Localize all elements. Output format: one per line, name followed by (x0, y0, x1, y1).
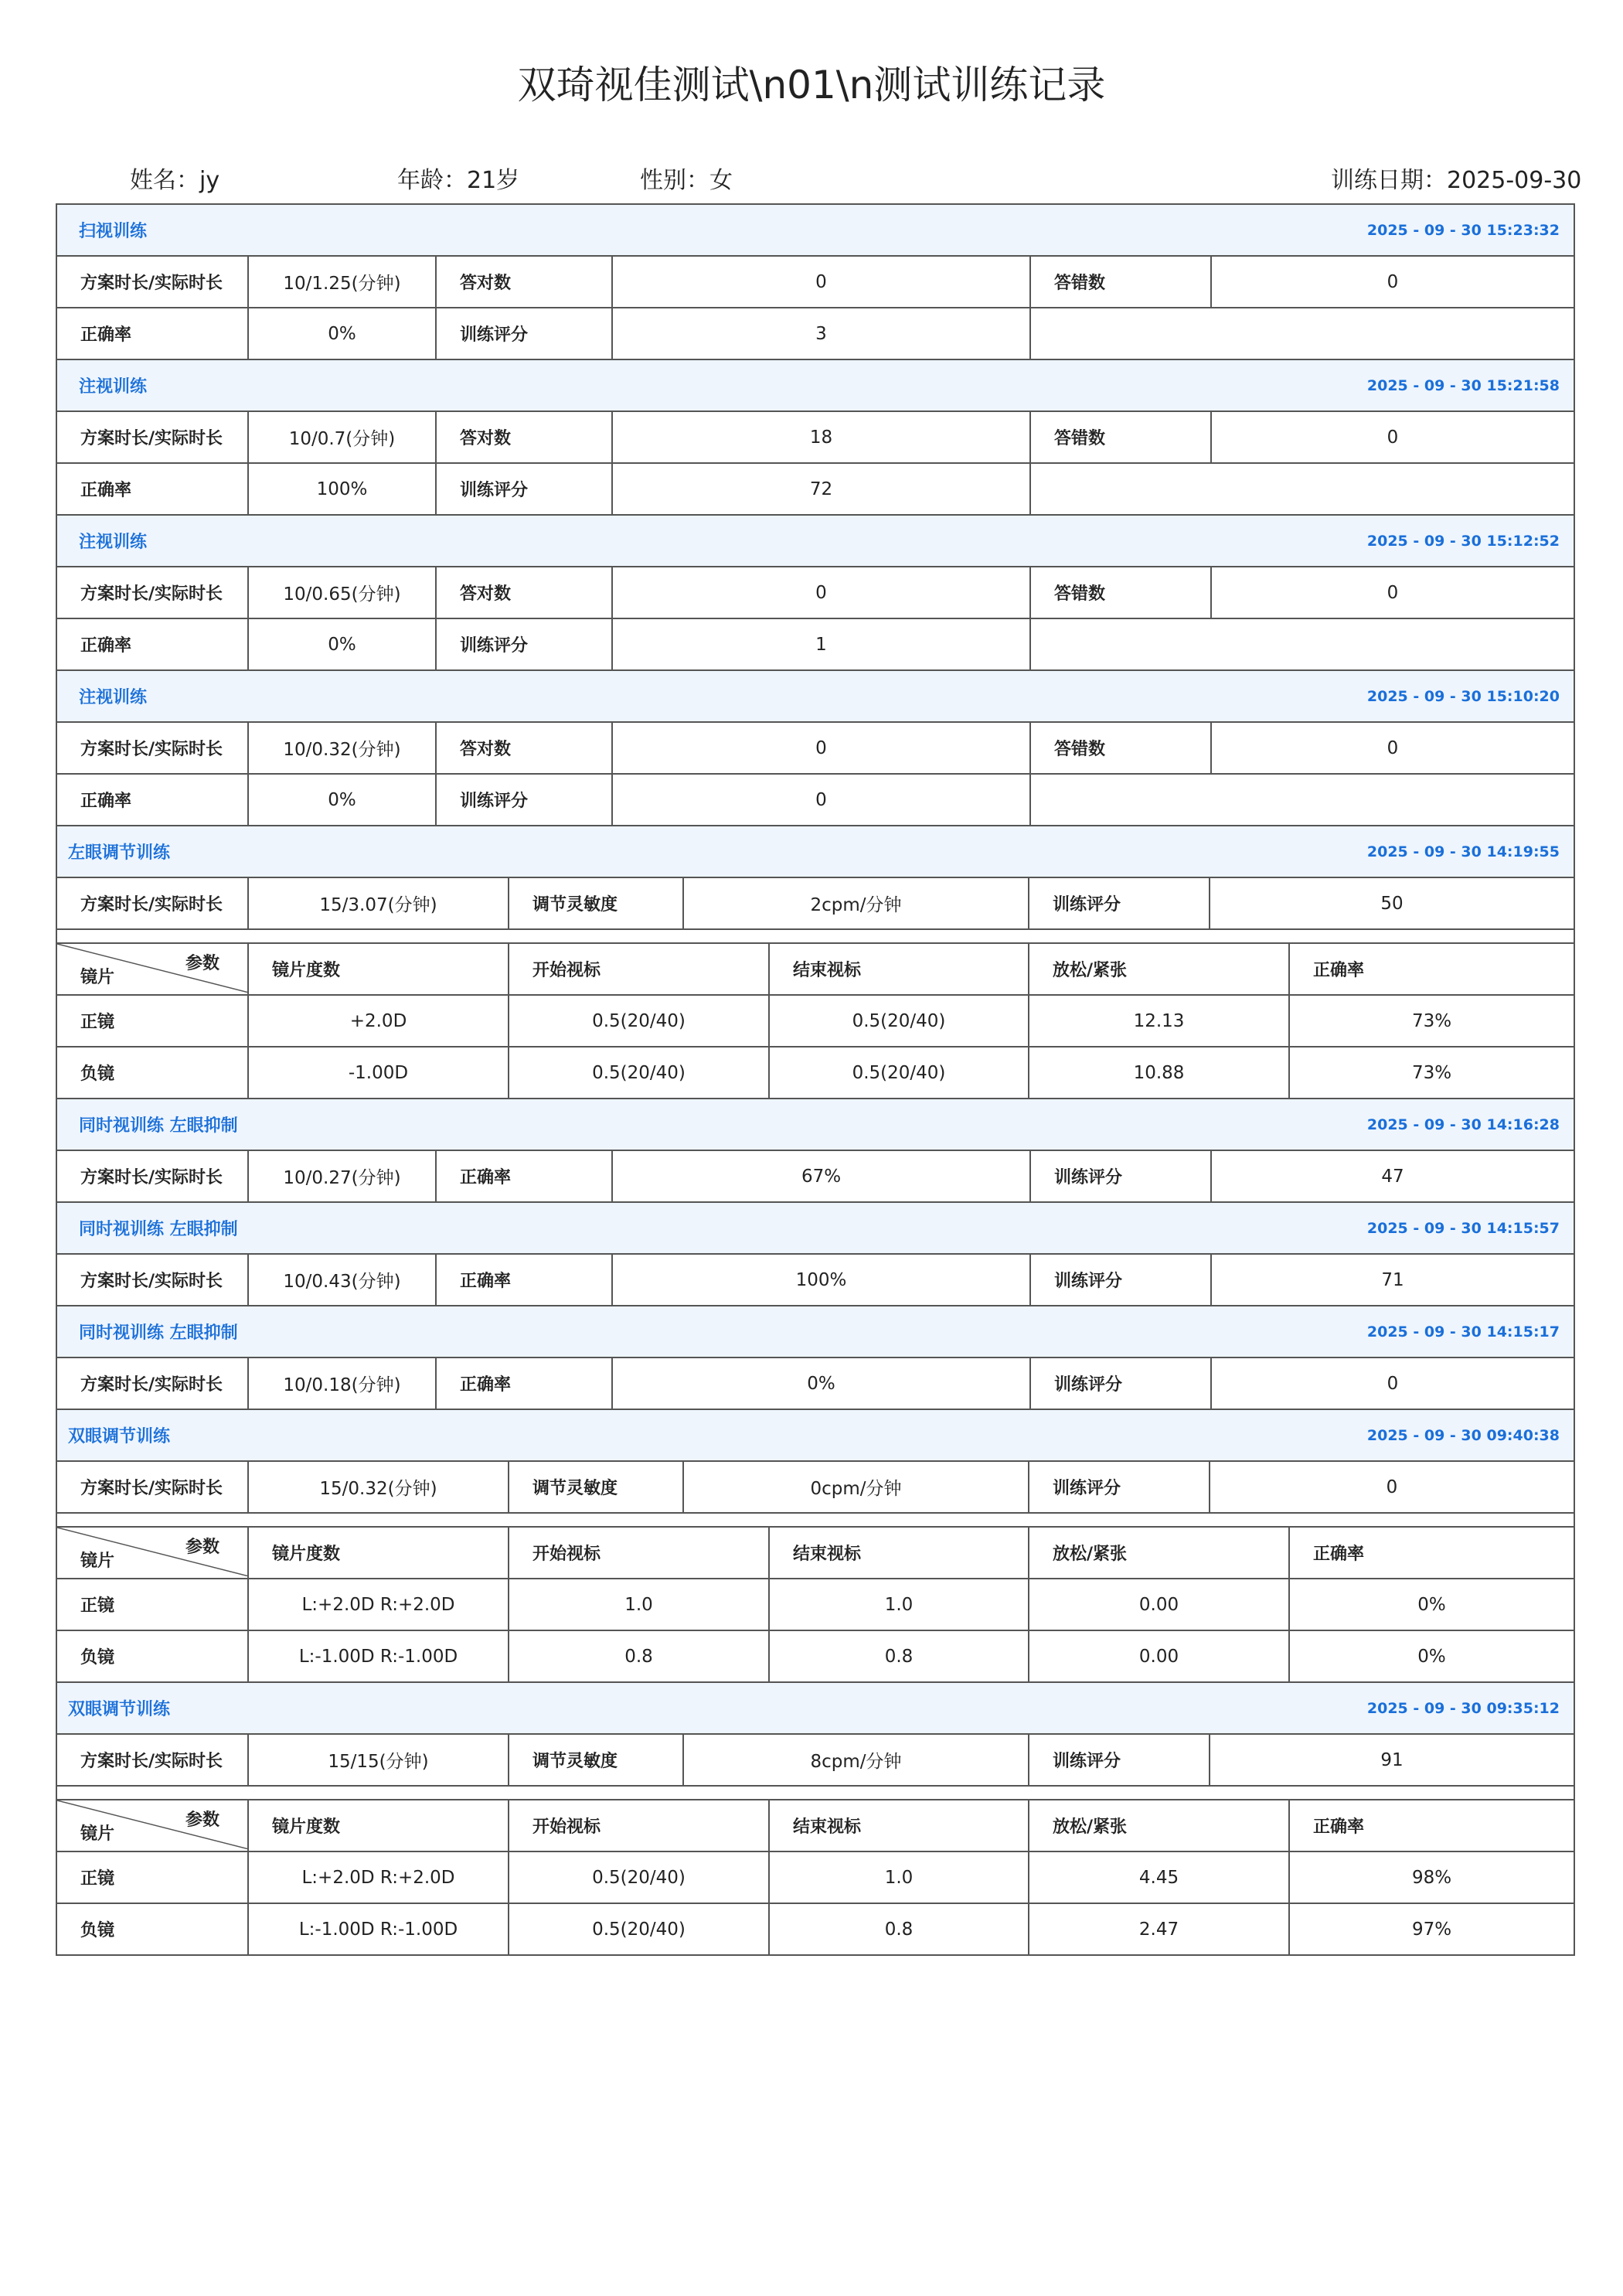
accuracy-label: 正确率 (437, 1255, 613, 1305)
lens-power: L:-1.00D R:-1.00D (249, 1904, 509, 1954)
spacer (57, 930, 1574, 944)
start-vision: 0.5(20/40) (509, 1904, 770, 1954)
lens-header-row (57, 1800, 1574, 1852)
correct-label: 答对数 (437, 567, 613, 618)
wrong-label: 答错数 (1031, 412, 1212, 462)
result-row (57, 464, 1574, 516)
correct-label: 答对数 (437, 257, 613, 307)
start-vision-header: 开始视标 (509, 944, 770, 994)
correct-label: 答对数 (437, 412, 613, 462)
lens-row (57, 1904, 1574, 1954)
relax-tense-header: 放松/紧张 (1029, 1800, 1290, 1851)
duration-label: 方案时长/实际时长 (57, 723, 249, 773)
duration-value: 10/0.32(分钟) (249, 723, 437, 773)
start-vision: 0.5(20/40) (509, 1048, 770, 1098)
lens-power-header: 镜片度数 (249, 1800, 509, 1851)
patient-gender: 性别：女 (640, 167, 733, 194)
start-vision-header: 开始视标 (509, 1800, 770, 1851)
duration-value: 15/3.07(分钟) (249, 878, 509, 928)
lens-accuracy: 73% (1411, 1062, 1452, 1083)
accuracy-value: 0% (249, 619, 437, 669)
correct-value: 0 (613, 257, 1031, 307)
relax-tense: 10.88 (1029, 1048, 1290, 1098)
training-section (57, 1099, 1574, 1203)
section-header (57, 1203, 1574, 1255)
accuracy-value: 0% (249, 308, 437, 359)
duration-value: 15/15(分钟) (249, 1735, 509, 1785)
lens-row (57, 1852, 1574, 1904)
end-vision: 1.0 (770, 1852, 1029, 1903)
empty-cell (1031, 464, 1574, 514)
end-vision-header: 结束视标 (770, 1528, 1029, 1578)
training-section (57, 671, 1574, 826)
param-lens-header (57, 1528, 249, 1578)
lens-accuracy: 73% (1411, 1010, 1452, 1031)
lens-accuracy: 98% (1411, 1867, 1452, 1888)
accuracy-value: 0% (613, 1358, 1031, 1409)
score-value: 72 (613, 464, 1031, 514)
end-vision-header: 结束视标 (770, 1800, 1029, 1851)
section-timestamp: 2025 - 09 - 30 15:21:58 (1366, 376, 1560, 394)
section-timestamp: 2025 - 09 - 30 14:15:57 (1366, 1219, 1560, 1237)
duration-value: 15/0.32(分钟) (249, 1462, 509, 1512)
lens-header-row (57, 944, 1574, 996)
relax-tense-header: 放松/紧张 (1029, 944, 1290, 994)
wrong-label: 答错数 (1031, 567, 1212, 618)
result-row (57, 1151, 1574, 1203)
param-lens-header (57, 944, 249, 994)
empty-cell (1031, 775, 1574, 825)
sensitivity-label: 调节灵敏度 (509, 1462, 684, 1512)
lens-power: +2.0D (249, 996, 509, 1046)
duration-label: 方案时长/实际时长 (57, 1462, 249, 1512)
section-title: 同时视训练 左眼抑制 (79, 1116, 238, 1136)
section-title: 注视训练 (79, 377, 148, 397)
lens-accuracy: 97% (1411, 1919, 1452, 1940)
duration-value: 10/0.7(分钟) (249, 412, 437, 462)
lens-type: 负镜 (57, 1904, 249, 1954)
relax-tense: 2.47 (1029, 1904, 1290, 1954)
score-value: 91 (1380, 1749, 1404, 1770)
section-timestamp: 2025 - 09 - 30 09:35:12 (1366, 1699, 1560, 1717)
lens-power: L:-1.00D R:-1.00D (249, 1631, 509, 1681)
score-label: 训练评分 (437, 308, 613, 359)
lens-label: 镜片 (80, 968, 115, 987)
lens-type: 正镜 (57, 1579, 249, 1630)
start-vision: 1.0 (509, 1579, 770, 1630)
wrong-value: 0 (1387, 582, 1399, 603)
score-label: 训练评分 (437, 464, 613, 514)
end-vision: 0.5(20/40) (770, 996, 1029, 1046)
accuracy-label: 正确率 (437, 1151, 613, 1201)
lens-row (57, 1048, 1574, 1099)
duration-value: 10/0.65(分钟) (249, 567, 437, 618)
training-section (57, 1203, 1574, 1306)
result-row (57, 308, 1574, 360)
score-label: 训练评分 (437, 775, 613, 825)
accuracy-value: 100% (613, 1255, 1031, 1305)
start-vision: 0.5(20/40) (509, 996, 770, 1046)
section-title: 双眼调节训练 (68, 1427, 171, 1446)
result-row (57, 1735, 1574, 1787)
lens-row (57, 1579, 1574, 1631)
section-header (57, 1099, 1574, 1151)
empty-cell (1031, 619, 1574, 669)
training-section (57, 1306, 1574, 1410)
duration-label: 方案时长/实际时长 (57, 567, 249, 618)
sensitivity-value: 0cpm/分钟 (684, 1462, 1029, 1512)
accuracy-header: 正确率 (1313, 961, 1365, 980)
result-row (57, 723, 1574, 775)
section-header (57, 516, 1574, 567)
section-title: 注视训练 (79, 533, 148, 552)
section-timestamp: 2025 - 09 - 30 14:19:55 (1366, 843, 1560, 860)
page-title: 双琦视佳测试\n01\n测试训练记录 (517, 63, 1106, 107)
param-label: 参数 (185, 1811, 219, 1830)
duration-value: 10/0.43(分钟) (249, 1255, 437, 1305)
lens-type: 负镜 (57, 1631, 249, 1681)
section-timestamp: 2025 - 09 - 30 15:12:52 (1366, 532, 1560, 550)
relax-tense: 0.00 (1029, 1631, 1290, 1681)
start-vision: 0.8 (509, 1631, 770, 1681)
section-header (57, 1306, 1574, 1358)
lens-type: 负镜 (57, 1048, 249, 1098)
section-title: 同时视训练 左眼抑制 (79, 1323, 238, 1343)
patient-name: 姓名：jy (130, 167, 220, 194)
start-vision: 0.5(20/40) (509, 1852, 770, 1903)
duration-label: 方案时长/实际时长 (57, 878, 249, 928)
sensitivity-label: 调节灵敏度 (509, 1735, 684, 1785)
spacer (57, 1514, 1574, 1528)
section-timestamp: 2025 - 09 - 30 15:23:32 (1366, 221, 1560, 239)
accuracy-label: 正确率 (57, 775, 249, 825)
score-value: 1 (613, 619, 1031, 669)
result-row (57, 1462, 1574, 1514)
empty-cell (1031, 308, 1574, 359)
duration-label: 方案时长/实际时长 (57, 1358, 249, 1409)
lens-power: L:+2.0D R:+2.0D (249, 1852, 509, 1903)
training-section (57, 516, 1574, 671)
section-header (57, 671, 1574, 723)
start-vision-header: 开始视标 (509, 1528, 770, 1578)
score-value: 47 (1381, 1166, 1404, 1187)
end-vision: 0.8 (770, 1904, 1029, 1954)
score-value: 0 (1386, 1477, 1398, 1497)
lens-label: 镜片 (80, 1552, 115, 1571)
lens-label: 镜片 (80, 1824, 115, 1844)
correct-value: 18 (613, 412, 1031, 462)
training-records-table (56, 203, 1575, 1956)
score-label: 训练评分 (1029, 1735, 1210, 1785)
training-date: 训练日期：2025-09-30 (1331, 167, 1582, 194)
section-timestamp: 2025 - 09 - 30 15:10:20 (1366, 687, 1560, 705)
score-label: 训练评分 (1029, 878, 1210, 928)
correct-value: 0 (613, 723, 1031, 773)
accuracy-header: 正确率 (1313, 1545, 1365, 1564)
section-title: 同时视训练 左眼抑制 (79, 1220, 238, 1239)
result-row (57, 878, 1574, 930)
score-value: 3 (613, 308, 1031, 359)
lens-power-header: 镜片度数 (249, 944, 509, 994)
wrong-value: 0 (1387, 271, 1399, 292)
spacer (57, 1787, 1574, 1800)
correct-label: 答对数 (437, 723, 613, 773)
duration-label: 方案时长/实际时长 (57, 1735, 249, 1785)
section-header (57, 205, 1574, 257)
score-value: 0 (613, 775, 1031, 825)
result-row (57, 567, 1574, 619)
sensitivity-value: 2cpm/分钟 (684, 878, 1029, 928)
training-section (57, 826, 1574, 1099)
end-vision: 1.0 (770, 1579, 1029, 1630)
duration-value: 10/1.25(分钟) (249, 257, 437, 307)
end-vision: 0.8 (770, 1631, 1029, 1681)
patient-age: 年龄：21岁 (397, 167, 520, 194)
wrong-value: 0 (1387, 738, 1399, 758)
duration-label: 方案时长/实际时长 (57, 1151, 249, 1201)
accuracy-label: 正确率 (57, 619, 249, 669)
lens-accuracy: 0% (1417, 1646, 1446, 1667)
accuracy-value: 67% (613, 1151, 1031, 1201)
section-timestamp: 2025 - 09 - 30 14:15:17 (1366, 1323, 1560, 1340)
lens-power: -1.00D (249, 1048, 509, 1098)
section-title: 扫视训练 (79, 222, 148, 241)
relax-tense: 12.13 (1029, 996, 1290, 1046)
section-timestamp: 2025 - 09 - 30 14:16:28 (1366, 1116, 1560, 1133)
lens-type: 正镜 (57, 996, 249, 1046)
relax-tense: 4.45 (1029, 1852, 1290, 1903)
score-value: 0 (1387, 1373, 1399, 1394)
duration-value: 10/0.27(分钟) (249, 1151, 437, 1201)
result-row (57, 257, 1574, 308)
end-vision-header: 结束视标 (770, 944, 1029, 994)
score-label: 训练评分 (1031, 1151, 1212, 1201)
result-row (57, 1255, 1574, 1306)
accuracy-header: 正确率 (1313, 1817, 1365, 1837)
lens-row (57, 996, 1574, 1048)
duration-label: 方案时长/实际时长 (57, 257, 249, 307)
result-row (57, 775, 1574, 826)
sensitivity-label: 调节灵敏度 (509, 878, 684, 928)
training-section (57, 1683, 1574, 1954)
correct-value: 0 (613, 567, 1031, 618)
score-value: 71 (1381, 1269, 1404, 1290)
sensitivity-value: 8cpm/分钟 (684, 1735, 1029, 1785)
wrong-label: 答错数 (1031, 257, 1212, 307)
lens-type: 正镜 (57, 1852, 249, 1903)
relax-tense: 0.00 (1029, 1579, 1290, 1630)
accuracy-label: 正确率 (57, 464, 249, 514)
relax-tense-header: 放松/紧张 (1029, 1528, 1290, 1578)
score-label: 训练评分 (1031, 1255, 1212, 1305)
wrong-label: 答错数 (1031, 723, 1212, 773)
section-title: 注视训练 (79, 688, 148, 707)
section-header (57, 826, 1574, 878)
training-section (57, 205, 1574, 360)
section-title: 双眼调节训练 (68, 1700, 171, 1719)
accuracy-label: 正确率 (437, 1358, 613, 1409)
result-row (57, 412, 1574, 464)
section-timestamp: 2025 - 09 - 30 09:40:38 (1366, 1426, 1560, 1444)
lens-power: L:+2.0D R:+2.0D (249, 1579, 509, 1630)
duration-label: 方案时长/实际时长 (57, 412, 249, 462)
param-label: 参数 (185, 954, 219, 973)
duration-value: 10/0.18(分钟) (249, 1358, 437, 1409)
training-section (57, 1410, 1574, 1683)
accuracy-value: 0% (249, 775, 437, 825)
section-header (57, 1683, 1574, 1735)
section-header (57, 1410, 1574, 1462)
accuracy-label: 正确率 (57, 308, 249, 359)
score-label: 训练评分 (1031, 1358, 1212, 1409)
section-header (57, 360, 1574, 412)
result-row (57, 619, 1574, 671)
lens-row (57, 1631, 1574, 1683)
section-title: 左眼调节训练 (68, 843, 171, 863)
lens-accuracy: 0% (1417, 1594, 1446, 1615)
accuracy-value: 100% (249, 464, 437, 514)
score-label: 训练评分 (437, 619, 613, 669)
duration-label: 方案时长/实际时长 (57, 1255, 249, 1305)
param-lens-header (57, 1800, 249, 1851)
score-value: 50 (1380, 893, 1404, 914)
score-label: 训练评分 (1029, 1462, 1210, 1512)
param-label: 参数 (185, 1538, 219, 1557)
result-row (57, 1358, 1574, 1410)
training-section (57, 360, 1574, 516)
wrong-value: 0 (1387, 427, 1399, 448)
lens-header-row (57, 1528, 1574, 1579)
lens-power-header: 镜片度数 (249, 1528, 509, 1578)
end-vision: 0.5(20/40) (770, 1048, 1029, 1098)
